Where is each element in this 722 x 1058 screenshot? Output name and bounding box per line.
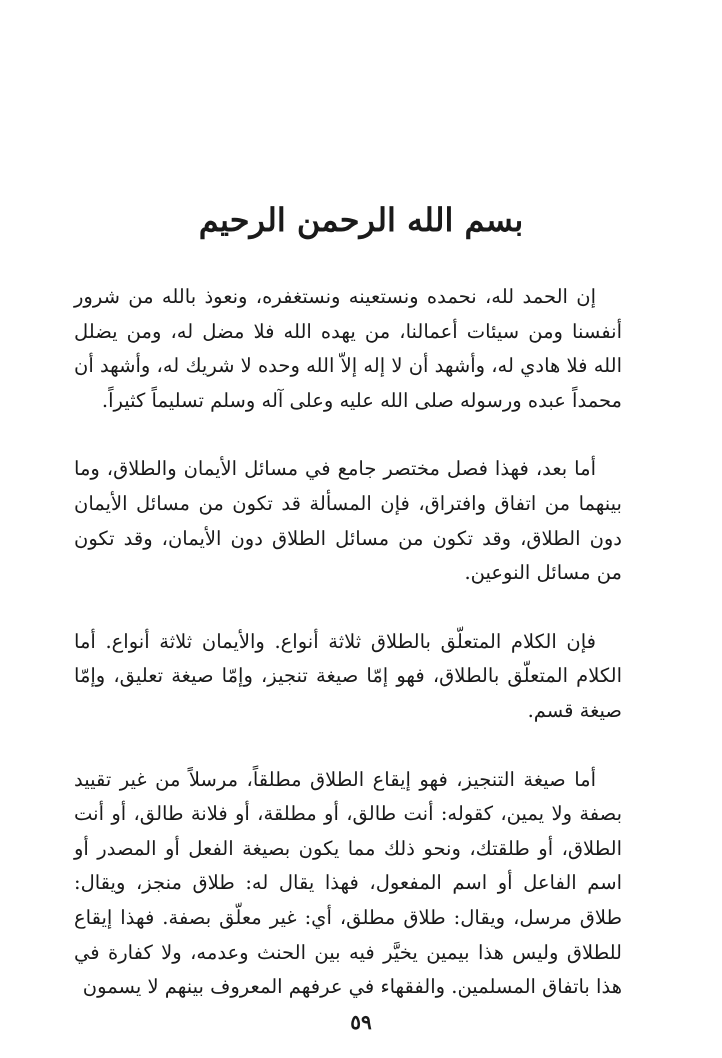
paragraph-types-of-speech: فإن الكلام المتعلّق بالطلاق ثلاثة أنواع. والأيمان ثلاثة أنواع. أما الكلام المتعلّق بالطلاق، فهو إمّا صيغة تنجيز، وإمّا صيغة تعليق، وإمّا صيغة قسم. — [74, 629, 622, 722]
page-body — [74, 280, 622, 1005]
basmala-heading: بسم الله الرحمن الرحيم — [198, 201, 524, 239]
page-number: ٥٩ — [350, 1010, 372, 1034]
paragraph-opening-praise: إن الحمد لله، نحمده ونستعينه ونستغفره، ونعوذ بالله من شرور أنفسنا ومن سيئات أعمالنا، من يهده الله فلا مضل له، ومن يضلل الله فلا هادي له، وأشهد أن لا إله إلاّ الله وحده لا شريك له، وأشهد أن محمداً عبده ورسوله صلى الله عليه وعلى آله وسلم تسليماً كثيراً. — [74, 285, 622, 412]
paragraph-introduction: أما بعد، فهذا فصل مختصر جامع في مسائل الأيمان والطلاق، وما بينهما من اتفاق وافتراق، فإن المسألة قد تكون من مسائل الأيمان دون الطلاق، وقد تكون من مسائل الطلاق دون الأيمان، وقد تكون من مسائل النوعين. — [74, 457, 622, 585]
paragraph-immediate-divorce: أما صيغة التنجيز، فهو إيقاع الطلاق مطلقاً، مرسلاً من غير تقييد بصفة ولا يمين، كقوله: أنت طالق، أو مطلقة، أو فلانة طالق، أو أنت الطلاق، أو طلقتك، ونحو ذلك مما يكون بصيغة الفعل أو المصدر أو اسم الفاعل أو اسم المفعول، فهذا يقال له: طلاق منجز، ويقال: طلاق مرسل، ويقال: طلاق مطلق، أي: غير معلّق بصفة. فهذا إيقاع للطلاق وليس هذا بيمين يخيَّر فيه بين الحنث وعدمه، ولا كفارة في هذا باتفاق المسلمين. والفقهاء في عرفهم المعروف بينهم لا يسمون — [74, 767, 622, 999]
